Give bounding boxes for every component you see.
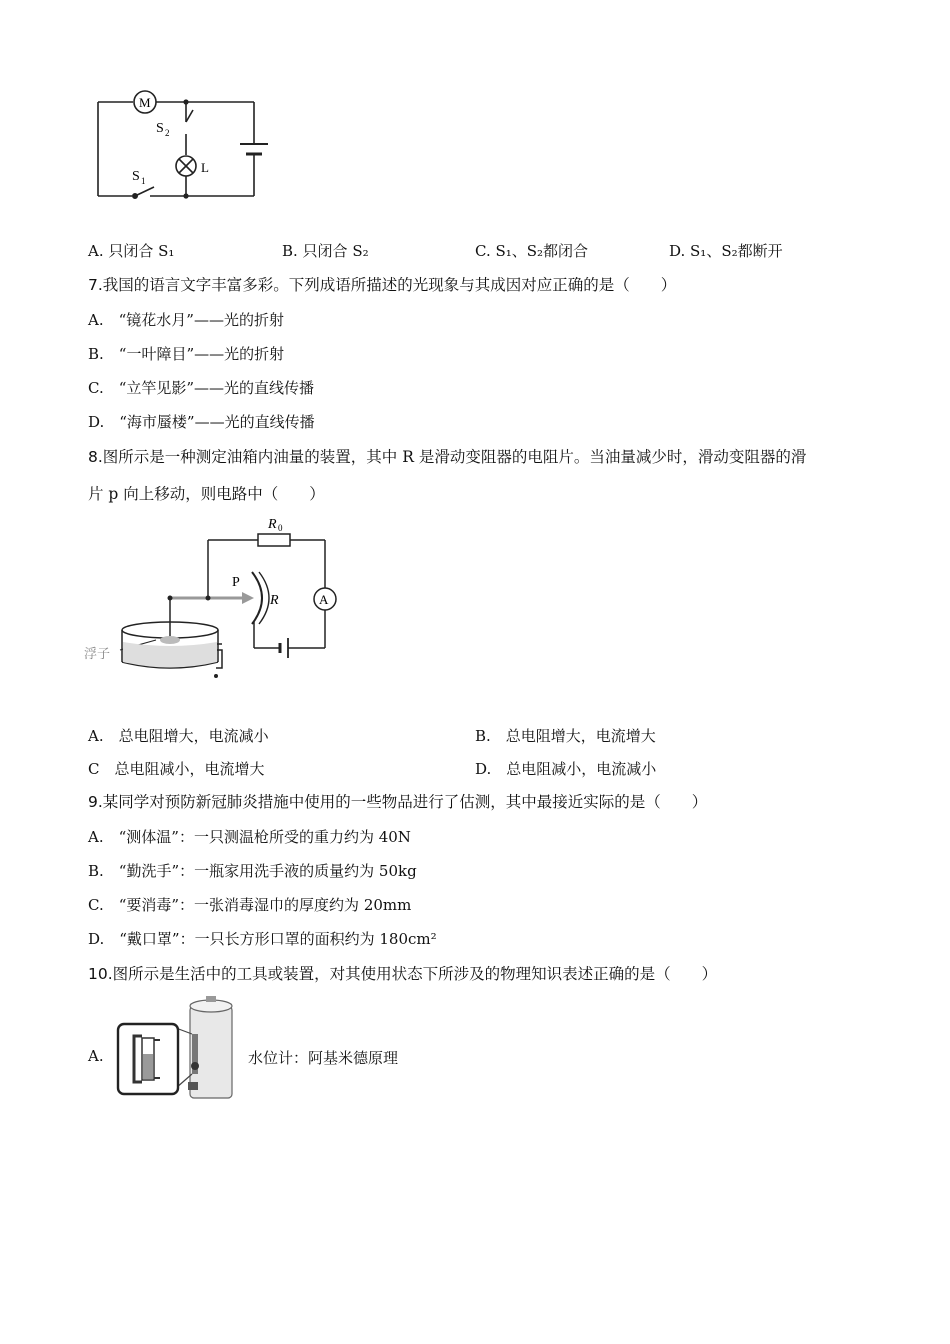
q7-option-d: D. “海市蜃楼”——光的直线传播	[88, 413, 315, 431]
q8-option-d: D. 总电阻减小，电流减小	[475, 760, 657, 778]
q10-option-a-letter: A.	[88, 1047, 104, 1065]
q7-option-a: A. “镜花水月”——光的折射	[88, 311, 284, 329]
q7-stem	[88, 273, 676, 295]
q9-stem-text: 某同学对预防新冠肺炎措施中使用的一些物品进行了估测，其中最接近实际的是（ ）	[102, 793, 708, 811]
q8-option-a: A. 总电阻增大，电流减小	[88, 727, 269, 745]
oil-gauge-diagram-q8	[82, 512, 352, 687]
q8-number: 8.	[88, 448, 103, 466]
q8-stem-line2: 片 p 向上移动，则电路中（ ）	[88, 485, 325, 503]
q6-option-a: A. 只闭合 S₁	[88, 242, 175, 260]
q9-option-d: D. “戴口罩”：一只长方形口罩的面积约为 180cm²	[88, 930, 437, 948]
q6-option-b: B. 只闭合 S₂	[282, 242, 369, 260]
water-level-gauge-figure	[112, 994, 242, 1102]
lamp-label: L	[201, 160, 209, 175]
q9-option-c: C. “要消毒”：一张消毒湿巾的厚度约为 20mm	[88, 896, 412, 914]
s1-label: S	[132, 169, 140, 184]
q10-stem	[88, 962, 717, 984]
q7-option-b: B. “一叶障目”——光的折射	[88, 345, 285, 363]
p-label: P	[232, 575, 240, 590]
q7-stem-text: 我国的语言文字丰富多彩。下列成语所描述的光现象与其成因对应正确的是（ ）	[102, 276, 677, 294]
r-label: R	[270, 593, 279, 608]
q6-option-d: D. S₁、S₂都断开	[669, 242, 783, 260]
r0-label: R	[268, 517, 277, 532]
q8-stem-line1	[88, 445, 806, 467]
q10-number: 10.	[88, 965, 113, 983]
q8-option-c: C 总电阻减小，电流增大	[88, 760, 265, 778]
float-label: 浮子	[84, 646, 111, 661]
r0-sub: 0	[278, 523, 283, 533]
q10-option-a-text: 水位计：阿基米德原理	[248, 1049, 399, 1067]
s1-sub: 1	[141, 176, 146, 186]
q7-option-c: C. “立竿见影”——光的直线传播	[88, 379, 315, 397]
s2-sub: 2	[165, 128, 170, 138]
q8-stem-text: 图所示是一种测定油箱内油量的装置，其中 R 是滑动变阻器的电阻片。当油量减少时，滑动变阻器的滑	[102, 448, 807, 466]
ammeter-label: A	[319, 592, 329, 607]
q10-stem-text: 图所示是生活中的工具或装置，对其使用状态下所涉及的物理知识表述正确的是（ ）	[112, 965, 718, 983]
s2-label: S	[156, 121, 164, 136]
q6-option-c: C. S₁、S₂都闭合	[475, 242, 589, 260]
motor-label: M	[139, 95, 151, 110]
q9-option-a: A. “测体温”：一只测温枪所受的重力约为 40N	[88, 828, 411, 846]
q8-option-b: B. 总电阻增大，电流增大	[475, 727, 656, 745]
q9-stem	[88, 790, 707, 812]
circuit-diagram-q6	[90, 88, 275, 208]
q9-number: 9.	[88, 793, 103, 811]
q7-number: 7.	[88, 276, 103, 294]
q9-option-b: B. “勤洗手”：一瓶家用洗手液的质量约为 50kg	[88, 862, 417, 880]
